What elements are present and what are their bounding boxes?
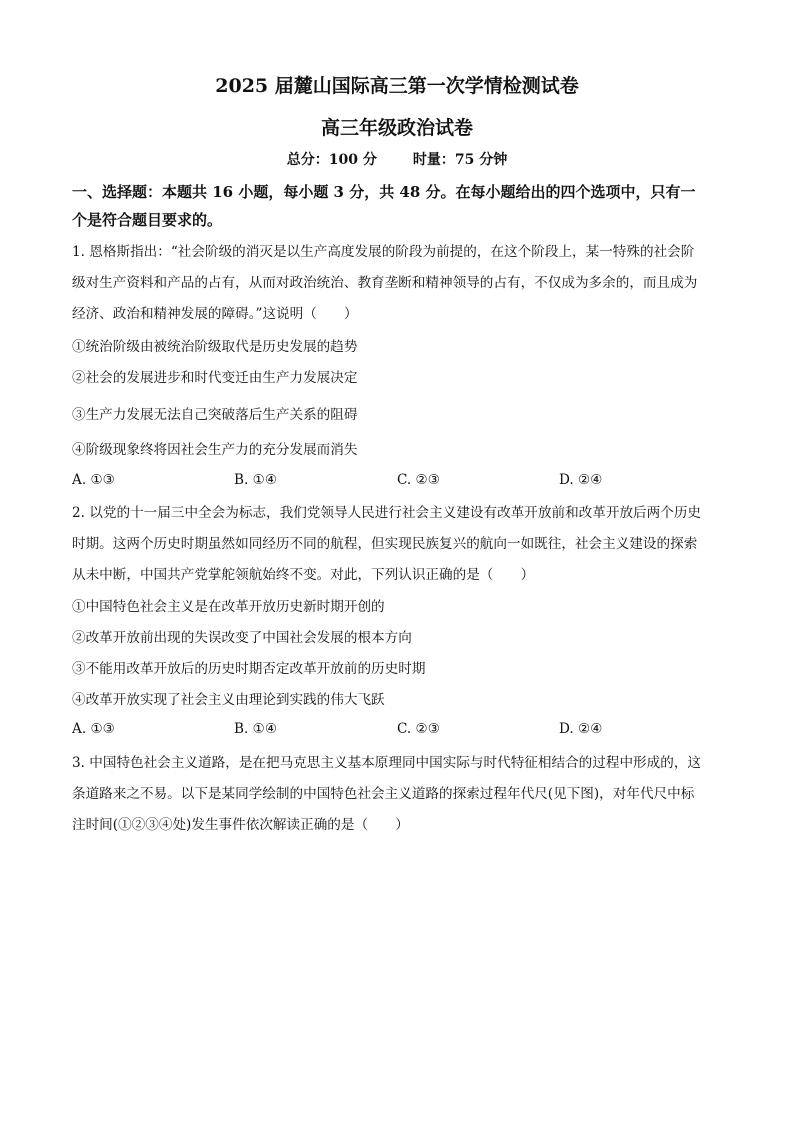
question-2-option-1: ①中国特色社会主义是在改革开放历史新时期开创的 bbox=[72, 599, 385, 615]
question-2-option-4: ④改革开放实现了社会主义由理论到实践的伟大飞跃 bbox=[72, 692, 385, 708]
question-1-option-1: ①统治阶级由被统治阶级取代是历史发展的趋势 bbox=[72, 339, 358, 355]
question-1-option-2: ②社会的发展进步和时代变迁由生产力发展决定 bbox=[72, 370, 358, 386]
stem-line: 注时间(①②③④处)发生事件依次解读正确的是（ ） bbox=[72, 817, 409, 833]
choice-c[interactable]: C. ②③ bbox=[397, 472, 440, 488]
choice-d[interactable]: D. ②④ bbox=[559, 472, 603, 488]
question-1-stem bbox=[72, 237, 724, 330]
exam-meta bbox=[0, 149, 794, 169]
question-2-choices bbox=[72, 721, 722, 741]
stem-line: 从未中断，中国共产党掌舵领航始终不变。对此，下列认识正确的是（ ） bbox=[72, 567, 535, 583]
choice-b[interactable]: B. ①④ bbox=[234, 472, 278, 488]
stem-line: 级对生产资料和产品的占有，从而对政治统治、教育垄断和精神领导的占有，不仅成为多余的，而且成为 bbox=[72, 275, 698, 291]
section-heading-line: 个是符合题目要求的。 bbox=[72, 211, 223, 229]
exam-title: 2025 届麓山国际高三第一次学情检测试卷 bbox=[215, 75, 579, 97]
exam-duration: 时量：75 分钟 bbox=[412, 152, 508, 168]
section-heading bbox=[72, 178, 722, 234]
total-score: 总分：100 分 bbox=[286, 152, 377, 168]
question-1-option-3: ③生产力发展无法自己突破落后生产关系的阻碍 bbox=[72, 407, 358, 423]
section-heading-line: 一、选择题：本题共 16 小题，每小题 3 分，共 48 分。在每小题给出的四个选项中，只有一 bbox=[72, 183, 696, 201]
exam-subtitle: 高三年级政治试卷 bbox=[320, 117, 473, 139]
question-1-choices bbox=[72, 472, 722, 492]
question-2-stem bbox=[72, 498, 724, 591]
stem-line: 3. 中国特色社会主义道路，是在把马克思主义基本原理同中国实际与时代特征相结合的过程中形成的，这 bbox=[72, 755, 702, 771]
question-2-option-3: ③不能用改革开放后的历史时期否定改革开放前的历史时期 bbox=[72, 661, 426, 677]
question-1-option-4: ④阶级现象终将因社会生产力的充分发展而消失 bbox=[72, 442, 358, 458]
stem-line: 2. 以党的十一届三中全会为标志，我们党领导人民进行社会主义建设有改革开放前和改革开放后两个历史 bbox=[72, 505, 702, 521]
choice-a[interactable]: A. ①③ bbox=[72, 472, 115, 488]
choice-d[interactable]: D. ②④ bbox=[559, 721, 603, 737]
stem-line: 经济、政治和精神发展的障碍。”这说明（ ） bbox=[72, 306, 358, 322]
choice-b[interactable]: B. ①④ bbox=[234, 721, 278, 737]
choice-a[interactable]: A. ①③ bbox=[72, 721, 115, 737]
choice-c[interactable]: C. ②③ bbox=[397, 721, 440, 737]
question-3-stem bbox=[72, 748, 724, 841]
stem-line: 时期。这两个历史时期虽然如同经历不同的航程，但实现民族复兴的航向一如既往，社会主义建设的探索 bbox=[72, 536, 698, 552]
stem-line: 条道路来之不易。以下是某同学绘制的中国特色社会主义道路的探索过程年代尺(见下图)，对年代尺中标 bbox=[72, 786, 695, 802]
stem-line: 1. 恩格斯指出：“社会阶级的消灭是以生产高度发展的阶段为前提的，在这个阶段上，某一特殊的社会阶 bbox=[72, 244, 695, 260]
question-2-option-2: ②改革开放前出现的失误改变了中国社会发展的根本方向 bbox=[72, 630, 412, 646]
